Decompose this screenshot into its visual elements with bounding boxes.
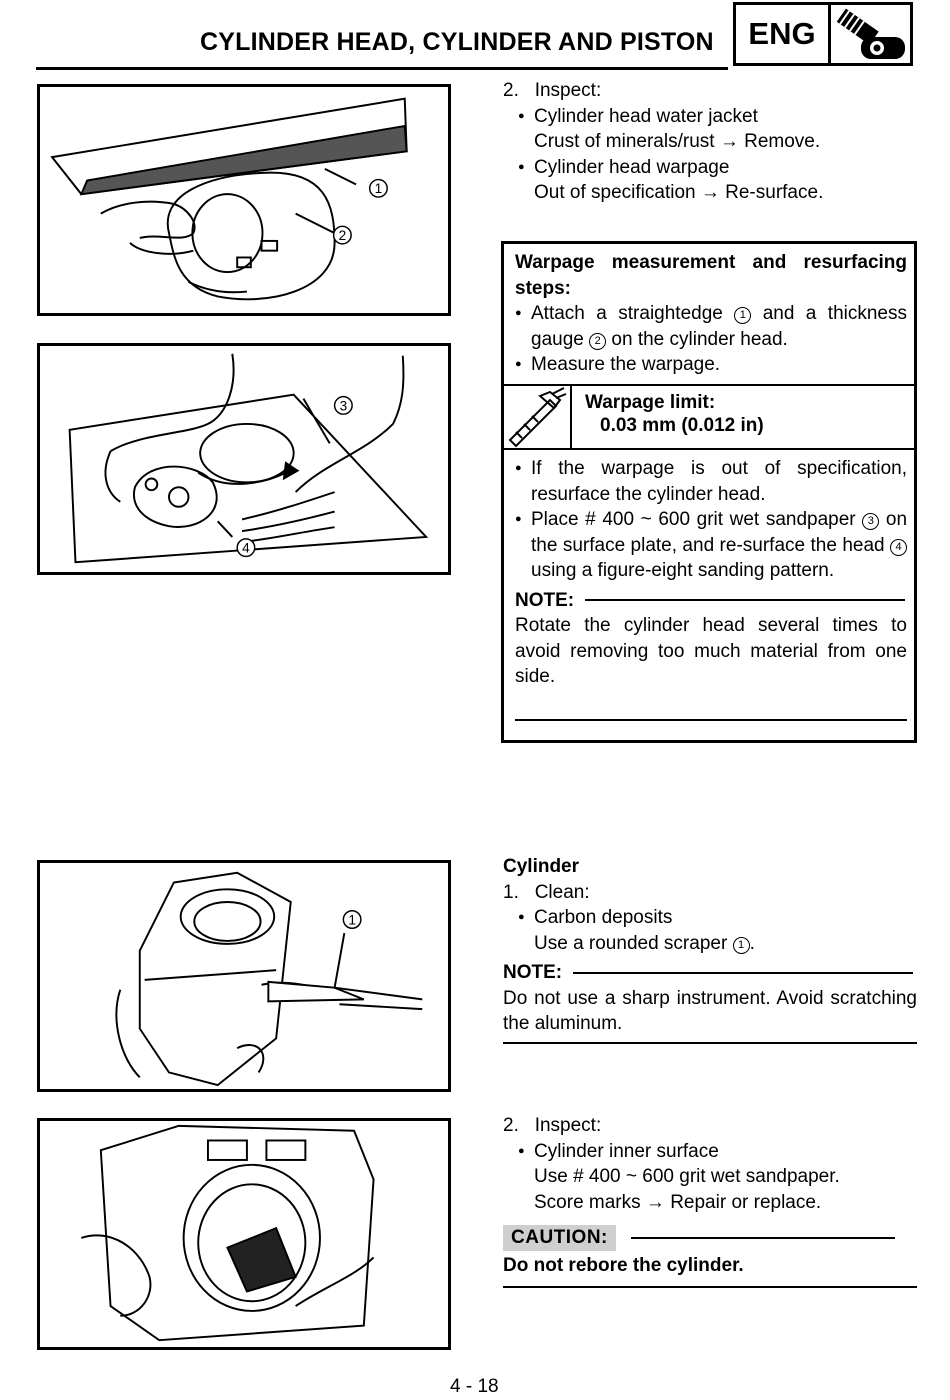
note-label: NOTE:	[503, 962, 563, 983]
caution-label: CAUTION:	[503, 1225, 616, 1251]
callout-4: 4	[242, 540, 250, 556]
note-text: Rotate the cylinder head several times to avoid removing too much material from one side.	[515, 615, 907, 687]
callout-1-scraper: 1	[348, 912, 356, 928]
step-label: Inspect:	[534, 80, 602, 101]
page-number: 4 - 18	[450, 1376, 499, 1397]
figure-carbon-cleaning	[37, 860, 451, 1092]
caliper-icon	[504, 386, 572, 448]
caution	[503, 1225, 917, 1251]
section-heading: Cylinder	[503, 856, 580, 877]
list-item-action: Score marks → Repair or replace.	[534, 1191, 822, 1213]
list-item: ● Cylinder inner surface	[518, 1139, 917, 1165]
list-item-action: Use # 400 ~ 600 grit wet sandpaper.	[534, 1166, 840, 1187]
note-end-rule	[515, 719, 907, 721]
callout-ref-1: 1	[733, 937, 750, 954]
head-inspect-section	[503, 78, 913, 206]
callout-ref-2: 2	[589, 333, 606, 350]
engine-icon	[831, 7, 909, 61]
limit-label: Warpage limit:	[585, 392, 716, 413]
note	[503, 960, 917, 986]
section-label: ENG	[736, 5, 831, 63]
section-tab	[733, 2, 913, 66]
caution-end-rule	[503, 1286, 917, 1288]
list-item: ● Measure the warpage.	[515, 352, 907, 378]
list-item-action: Use a rounded scraper 1 .	[534, 932, 755, 954]
figure-resurfacing	[37, 343, 451, 575]
title-rule	[36, 67, 728, 70]
limit-value: 0.03 mm (0.012 in)	[600, 414, 764, 436]
cylinder-inspect-section	[503, 1113, 917, 1278]
note	[515, 588, 907, 614]
cylinder-section	[503, 854, 917, 1037]
divider	[504, 448, 914, 450]
callout-2: 2	[338, 227, 347, 243]
note-text: Do not use a sharp instrument. Avoid scratching the aluminum.	[503, 987, 917, 1034]
list-item-action: Out of specification → Re-surface.	[534, 182, 824, 203]
note-end-rule	[503, 1042, 917, 1044]
callout-ref-4: 4	[890, 539, 907, 556]
list-item-action: Crust of minerals/rust → Remove.	[534, 131, 821, 152]
list-item: ● Attach a straightedge 1 and a thickness gauge 2 on the cylinder head.	[515, 301, 907, 352]
step-number: 2.	[503, 80, 519, 101]
callout-3: 3	[339, 398, 348, 414]
figure-warpage-measurement	[37, 84, 451, 316]
list-item: ● If the warpage is out of specification, resurface the cylinder head.	[515, 456, 907, 507]
step-number: 1.	[503, 881, 519, 903]
callout-ref-1: 1	[734, 307, 751, 324]
step-label: Clean:	[534, 881, 590, 903]
step-number: 2.	[503, 1115, 519, 1136]
list-item: ● Carbon deposits	[518, 905, 917, 931]
caution-text: Do not rebore the cylinder.	[503, 1254, 744, 1276]
callout-ref-3: 3	[862, 513, 879, 530]
note-label: NOTE:	[515, 589, 575, 611]
page-title: CYLINDER HEAD, CYLINDER AND PISTON	[200, 28, 714, 56]
list-item: ● Place # 400 ~ 600 grit wet sandpaper 3 on the surface plate, and re-surface the head 4 using a figure-eight sanding pattern.	[515, 507, 907, 584]
figure-bore-inspection	[37, 1118, 451, 1350]
procedure-heading: Warpage measurement and resurfacing steps:	[515, 252, 907, 299]
callout-1: 1	[374, 181, 383, 197]
step-label: Inspect:	[534, 1115, 602, 1136]
warpage-procedure-box	[501, 241, 917, 743]
list-item: ● Cylinder head warpage	[518, 155, 913, 181]
list-item: ● Cylinder head water jacket	[518, 104, 913, 130]
